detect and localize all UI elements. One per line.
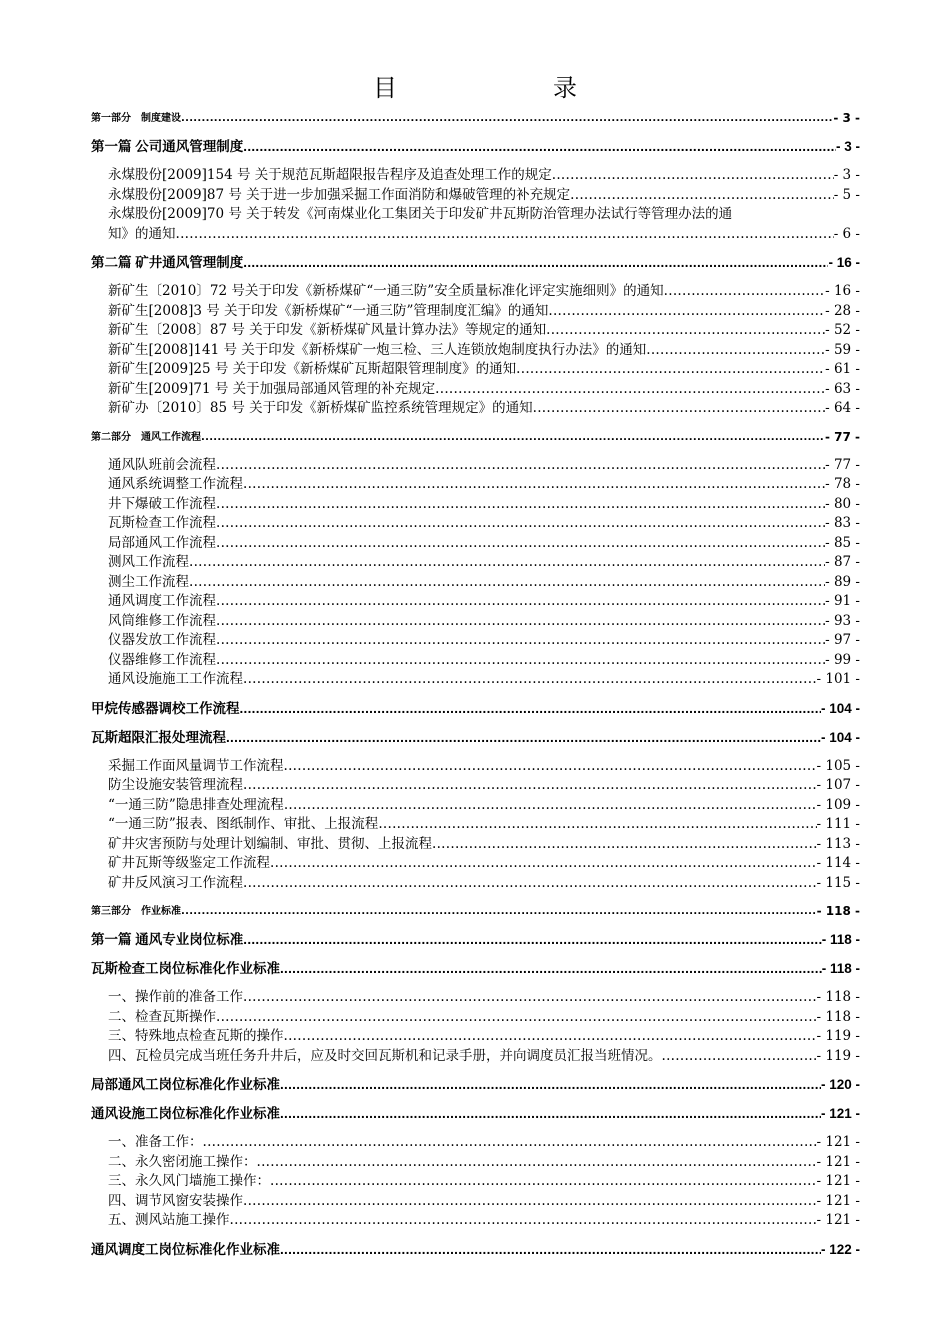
toc-entry-item[interactable] [108, 456, 860, 476]
toc-leader-dots [176, 225, 834, 245]
toc-leader-dots [226, 728, 821, 748]
toc-page-number: - 97 - [825, 632, 860, 648]
toc-entry-text: 局部通风工岗位标准化作业标准 [91, 1077, 280, 1092]
toc-entry-text: 矿井灾害预防与处理计划编制、审批、贯彻、上报流程 [108, 835, 432, 852]
toc-leader-dots [216, 534, 825, 554]
toc-entry-item[interactable] [108, 835, 860, 855]
toc-entry-text: 矿井瓦斯等级鉴定工作流程 [108, 855, 270, 871]
toc-entry-head[interactable] [91, 137, 860, 157]
toc-leader-dots [243, 930, 821, 950]
toc-entry-text: 通风调度工作流程 [108, 593, 216, 609]
toc-leader-dots [552, 166, 834, 186]
toc-entry-text: 测尘工作流程 [108, 573, 189, 590]
toc-page-number: - 113 - [816, 835, 860, 852]
toc-entry-text: 四、调节风窗安装操作 [108, 1192, 243, 1209]
toc-entry-text: 第三部分 作业标准 [91, 906, 181, 917]
toc-page-number: - 3 - [833, 111, 860, 125]
toc-entry-text-cont: 知》的通知 [108, 225, 176, 242]
toc-entry-text: 二、检查瓦斯操作 [108, 1008, 216, 1025]
toc-entry-text: 采掘工作面风量调节工作流程 [108, 757, 284, 774]
toc-leader-dots [270, 854, 817, 874]
toc-entry-item[interactable] [108, 612, 860, 632]
toc-entry-item[interactable] [108, 205, 860, 244]
toc-entry-text: 二、永久密闭施工操作： [108, 1153, 257, 1170]
toc-entry-item[interactable] [108, 341, 860, 361]
toc-page-number: - 120 - [820, 1077, 860, 1092]
toc-leader-dots [243, 988, 817, 1008]
toc-entry-text: “一通三防”报表、图纸制作、审批、上报流程 [108, 816, 379, 832]
toc-leader-dots [280, 959, 822, 979]
toc-leader-dots [378, 815, 816, 835]
toc-leader-dots [284, 796, 817, 816]
toc-entry-item[interactable] [108, 874, 860, 894]
toc-entry-head[interactable] [91, 1240, 860, 1260]
toc-entry-text: 永煤股份[2009]87 号 关于进一步加强采掘工作面消防和爆破管理的补充规定 [108, 186, 571, 203]
toc-page-number: - 52 - [825, 322, 860, 338]
toc-leader-dots [181, 109, 833, 128]
toc-leader-dots [203, 1133, 817, 1153]
toc-entry-text: 甲烷传感器调校工作流程 [91, 700, 240, 716]
toc-entry-head[interactable] [91, 930, 860, 950]
toc-leader-dots [230, 1211, 817, 1231]
toc-page-number: - 118 - [816, 989, 860, 1005]
toc-entry-head[interactable] [91, 253, 860, 273]
toc-leader-dots [546, 321, 825, 341]
toc-entry-text: 瓦斯超限汇报处理流程 [91, 729, 226, 745]
toc-entry-text: 新矿生[2008]3 号 关于印发《新桥煤矿“一通三防”管理制度汇编》的通知 [108, 302, 549, 319]
toc-leader-dots [280, 1075, 821, 1095]
toc-entry-item[interactable] [108, 475, 860, 495]
toc-leader-dots [216, 456, 825, 476]
toc-entry-text: 通风队班前会流程 [108, 456, 216, 473]
toc-page-number: - 121 - [816, 1192, 860, 1209]
toc-entry-text: 通风调度工岗位标准化作业标准 [91, 1241, 280, 1257]
toc-leader-dots [662, 1047, 817, 1067]
toc-leader-dots [570, 186, 834, 206]
toc-entry-text: 仪器发放工作流程 [108, 632, 216, 648]
toc-entry-text: 新矿生[2009]71 号 关于加强局部通风管理的补充规定 [108, 380, 436, 397]
toc-entry-text: 瓦斯检查工作流程 [108, 515, 216, 531]
toc-entry-item[interactable] [108, 282, 860, 302]
toc-entry-item[interactable] [108, 1211, 860, 1231]
toc-leader-dots [216, 592, 825, 612]
toc-entry-text: 三、特殊地点检查瓦斯的操作 [108, 1028, 284, 1044]
toc-entry-continuation [108, 225, 860, 245]
toc-page-number: - 89 - [825, 573, 860, 590]
toc-entry-text: 第一篇 公司通风管理制度 [91, 139, 244, 154]
toc-page-number: - 111 - [816, 816, 860, 832]
toc-page-number: - 119 - [816, 1028, 860, 1044]
toc-entry-item[interactable] [108, 631, 860, 651]
toc-entry-text: 新矿生[2009]25 号 关于印发《新桥煤矿瓦斯超限管理制度》的通知 [108, 361, 517, 377]
toc-page-number: - 16 - [825, 283, 860, 299]
toc-page-number: - 121 - [816, 1153, 860, 1170]
toc-page-number: - 105 - [816, 757, 860, 774]
toc-entry-item[interactable] [108, 592, 860, 612]
toc-entry-item[interactable] [108, 776, 860, 796]
toc-entry-text: 五、测风站施工操作 [108, 1212, 230, 1228]
toc-entry-text: 仪器维修工作流程 [108, 651, 216, 668]
toc-page-number: - 6 - [833, 225, 860, 242]
toc-leader-dots [243, 776, 817, 796]
toc-leader-dots [284, 757, 817, 777]
toc-page-number: - 63 - [825, 380, 860, 397]
toc-entry-text: 永煤股份[2009]154 号 关于规范瓦斯超限报告程序及追查处理工作的规定 [108, 167, 552, 183]
toc-page-number: - 121 - [816, 1212, 860, 1228]
toc-page-number: - 80 - [825, 495, 860, 512]
toc-leader-dots [243, 874, 817, 894]
toc-page-number: - 59 - [825, 341, 860, 358]
toc-leader-dots [280, 1104, 821, 1124]
toc-entry-text: 防尘设施安装管理流程 [108, 777, 243, 793]
toc-entry-text: 通风系统调整工作流程 [108, 476, 243, 492]
toc-entry-text: “一通三防”隐患排查处理流程 [108, 796, 284, 813]
toc-entry-item[interactable] [108, 757, 860, 777]
toc-leader-dots [189, 553, 825, 573]
toc-entry-text: 新矿生〔2010〕72 号关于印发《新桥煤矿“一通三防”安全质量标准化评定实施细则》的通知 [108, 283, 664, 299]
toc-entry-item[interactable] [108, 1027, 860, 1047]
toc-page-number: - 3 - [835, 139, 860, 154]
toc-page-number: - 122 - [820, 1241, 860, 1257]
toc-page-number: - 121 - [820, 1106, 860, 1121]
toc-page-number: - 114 - [816, 855, 860, 871]
toc-page-number: - 28 - [825, 302, 860, 319]
toc-leader-dots [432, 835, 817, 855]
toc-leader-dots [243, 1192, 817, 1212]
toc-leader-dots [216, 514, 825, 534]
toc-entry-text: 通风设施施工工作流程 [108, 671, 243, 687]
toc-leader-dots [243, 137, 836, 157]
toc-page-number: - 101 - [816, 671, 860, 687]
toc-entry-text: 三、永久风门墙施工操作： [108, 1173, 270, 1189]
toc-entry-head[interactable] [91, 699, 860, 719]
toc-page-number: - 77 - [825, 456, 860, 473]
toc-page-number: - 85 - [825, 534, 860, 551]
toc-page-number: - 118 - [816, 1008, 860, 1025]
toc-entry-item[interactable] [108, 651, 860, 671]
toc-leader-dots [646, 341, 825, 361]
toc-entry-text: 第二部分 通风工作流程 [91, 431, 201, 443]
toc-entry-head[interactable] [91, 1075, 860, 1095]
toc-entry-item[interactable] [108, 573, 860, 593]
toc-entry-item[interactable] [108, 1008, 860, 1028]
toc-leader-dots [516, 360, 825, 380]
toc-leader-dots [216, 651, 825, 671]
toc-entry-text: 第一部分 制度建设 [91, 113, 181, 124]
toc-page-number: - 109 - [816, 796, 860, 813]
toc-leader-dots [270, 1172, 817, 1192]
toc-entry-text: 新矿生〔2008〕87 号 关于印发《新桥煤矿风量计算办法》等规定的通知 [108, 322, 547, 338]
toc-entry-item[interactable] [108, 815, 860, 835]
toc-page-number: - 3 - [833, 167, 860, 183]
toc-page-number: - 118 - [816, 904, 860, 918]
toc-entry-item[interactable] [108, 399, 860, 419]
toc-entry-head[interactable] [91, 1104, 860, 1124]
toc-leader-dots [284, 1027, 817, 1047]
toc-entry-item[interactable] [108, 1192, 860, 1212]
toc-page-number: - 118 - [821, 961, 860, 976]
toc-leader-dots [280, 1240, 821, 1260]
toc-entry-item[interactable] [108, 166, 860, 186]
toc-page-number: - 104 - [820, 729, 860, 745]
toc-entry-text: 局部通风工作流程 [108, 534, 216, 551]
toc-entry-item[interactable] [108, 1047, 860, 1067]
toc-page-number: - 77 - [824, 429, 860, 444]
toc-page-number: - 16 - [828, 255, 860, 270]
toc-page-number: - 91 - [825, 593, 860, 609]
toc-entry-item[interactable] [108, 1172, 860, 1192]
toc-entry-item[interactable] [108, 1133, 860, 1153]
toc-entry-item[interactable] [108, 796, 860, 816]
toc-entry-part[interactable] [91, 902, 860, 921]
toc-entry-item[interactable] [108, 553, 860, 573]
toc-leader-dots [435, 380, 825, 400]
toc-entry-item[interactable] [108, 321, 860, 341]
toc-page-number: - 104 - [820, 700, 860, 716]
toc-entry-part[interactable] [91, 428, 860, 447]
toc-entry-text: 第一篇 通风专业岗位标准 [91, 932, 244, 947]
toc-entry-text: 第二篇 矿井通风管理制度 [91, 255, 244, 270]
toc-leader-dots [243, 475, 825, 495]
toc-entry-head[interactable] [91, 728, 860, 748]
toc-entry-item[interactable] [108, 380, 860, 400]
toc-leader-dots [216, 495, 825, 515]
toc-page-number: - 107 - [816, 777, 860, 793]
toc-entry-item[interactable] [108, 988, 860, 1008]
toc-leader-dots [533, 399, 825, 419]
toc-entry-text: 风筒维修工作流程 [108, 612, 216, 629]
toc-entry-text: 测风工作流程 [108, 554, 189, 570]
toc-entry-text: 四、瓦检员完成当班任务升井后，应及时交回瓦斯机和记录手册，并向调度员汇报当班情况。 [108, 1047, 662, 1064]
toc-entry-text: 井下爆破工作流程 [108, 495, 216, 512]
toc-leader-dots [189, 573, 825, 593]
toc-leader-dots [243, 253, 828, 273]
toc-entry-item[interactable] [108, 495, 860, 515]
toc-leader-dots [216, 612, 825, 632]
toc-entry-text: 永煤股份[2009]70 号 关于转发《河南煤业化工集团关于印发矿井瓦斯防治管理办法试行等管理办法的通 [108, 206, 733, 222]
toc-page-number: - 99 - [825, 651, 860, 668]
toc-entry-text: 一、准备工作： [108, 1134, 203, 1150]
toc-page-number: - 5 - [833, 186, 860, 203]
toc-entry-item[interactable] [108, 514, 860, 534]
table-of-contents [91, 109, 860, 1269]
toc-entry-text: 新矿生[2008]141 号 关于印发《新桥煤矿一炮三检、三人连锁放炮制度执行办法》的通知 [108, 341, 647, 358]
toc-entry-text: 新矿办〔2010〕85 号 关于印发《新桥煤矿监控系统管理规定》的通知 [108, 400, 533, 416]
toc-entry-text: 瓦斯检查工岗位标准化作业标准 [91, 961, 280, 976]
toc-page-number: - 78 - [825, 476, 860, 492]
toc-leader-dots [664, 282, 825, 302]
toc-page-number: - 61 - [825, 361, 860, 377]
toc-entry-item[interactable] [108, 186, 860, 206]
toc-leader-dots [243, 670, 817, 690]
toc-entry-head[interactable] [91, 959, 860, 979]
toc-entry-item[interactable] [108, 854, 860, 874]
toc-page-number: - 119 - [816, 1047, 860, 1064]
toc-leader-dots [257, 1153, 817, 1173]
toc-entry-item[interactable] [108, 1153, 860, 1173]
toc-page-number: - 93 - [825, 612, 860, 629]
toc-page-number: - 118 - [821, 932, 860, 947]
toc-leader-dots [240, 699, 821, 719]
toc-leader-dots [216, 631, 825, 651]
toc-leader-dots [548, 302, 825, 322]
toc-leader-dots [181, 902, 817, 921]
toc-page-number: - 64 - [825, 400, 860, 416]
toc-leader-dots [216, 1008, 817, 1028]
toc-page-number: - 121 - [816, 1134, 860, 1150]
toc-entry-text: 矿井反风演习工作流程 [108, 874, 243, 891]
toc-leader-dots [201, 428, 825, 447]
toc-page-number: - 83 - [825, 515, 860, 531]
toc-entry-item[interactable] [108, 670, 860, 690]
toc-entry-item[interactable] [108, 360, 860, 380]
toc-entry-part[interactable] [91, 109, 860, 128]
toc-entry-item[interactable] [108, 534, 860, 554]
toc-entry-text: 一、操作前的准备工作 [108, 989, 243, 1005]
toc-entry-item[interactable] [108, 302, 860, 322]
toc-entry-text: 通风设施工岗位标准化作业标准 [91, 1106, 280, 1121]
toc-page-number: - 121 - [816, 1173, 860, 1189]
toc-page-number: - 87 - [825, 554, 860, 570]
page-title: 目 录 [373, 74, 613, 102]
toc-page-number: - 115 - [816, 874, 860, 891]
